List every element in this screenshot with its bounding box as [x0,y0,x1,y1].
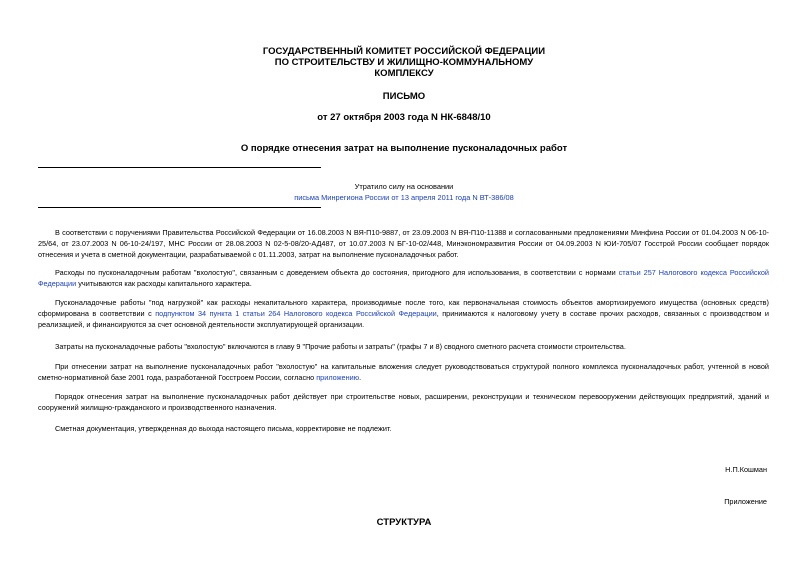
paragraph-7: Сметная документация, утвержденная до выхода настоящего письма, корректировке не подлежит. [55,424,392,433]
structure-heading: СТРУКТУРА [376,517,432,528]
document-date: от 27 октября 2003 года N НК-6848/10 [317,112,491,123]
status-note [180,181,628,203]
tax-code-article-257-link[interactable]: статьи 257 Налогового кодекса Российской Федерации [38,268,769,288]
paragraph-3 [38,297,769,330]
signature: Н.П.Кошман [725,465,767,474]
paragraph-1: В соответствии с поручениями Правительства Российской Федерации от 16.08.2003 N ВЯ-П10-9887, от 23.09.2003 N ВЯ-П10-11388 и согласованными предложениями Минфина России от 01.04.2003 N 06-10-25/64, от 23.07.2003 N 06-10-24/197, МНС России от 28.08.2003 N 02-5-08/20-АД487, от 10.07.2003 N БГ-10-02/448, Минэкономразвития России от 04.09.2003 N ЮИ-705/07 Госстрой России сообщает порядок отнесения и учета в сметной документации, разрабатываемой с 01.11.2003, затрат на выполнение пусконаладочных работ. [38,228,769,259]
tax-code-article-264-link[interactable]: подпунктом 34 пункта 1 статьи 264 Налогового кодекса Российской Федерации [155,309,437,318]
org-line-3: КОМПЛЕКСУ [374,68,434,79]
appendix-label: Приложение [724,497,767,506]
paragraph-3-text-b: , принимаются к налоговому учету в составе прочих расходов, связанных с производством и реализацией, и финансируются за счет основной деятельности эксплуатирующей организации. [38,309,769,329]
issuing-organization [180,46,628,79]
status-note-text: Утратило силу на основании [354,182,454,191]
top-divider [38,167,321,168]
document-subject: О порядке отнесения затрат на выполнение пусконаладочных работ [240,143,568,154]
org-line-1: ГОСУДАРСТВЕННЫЙ КОМИТЕТ РОССИЙСКОЙ ФЕДЕРАЦИИ [262,46,546,57]
paragraph-5 [38,361,769,383]
paragraph-2-text-a: Расходы по пусконаладочным работам "вхолостую", связанным с доведением объекта до состояния, пригодного для использования, в соответствии с нормами [55,268,619,277]
bottom-divider [38,207,321,208]
paragraph-5-text-b: . [359,373,362,382]
paragraph-5-text-a: При отнесении затрат на выполнение пусконаладочных работ "вхолостую" на капитальные вложения следует руководствоваться структурой полного комплекса пусконаладочных работ, учтенной в новой сметно-нормативной базе 2001 года, разработанной Госстроем России, согласно [38,362,769,382]
status-note-link[interactable]: письма Минрегиона России от 13 апреля 2011 года N ВТ-386/08 [294,193,514,202]
appendix-link[interactable]: приложению [316,373,360,382]
document-type: ПИСЬМО [382,91,426,102]
org-line-2: ПО СТРОИТЕЛЬСТВУ И ЖИЛИЩНО-КОММУНАЛЬНОМУ [274,57,534,68]
paragraph-6: Порядок отнесения затрат на выполнение пусконаладочных работ действует при строительстве новых, расширении, реконструкции и техническом перевооружении действующих предприятий, зданий и сооружений жилищно-гражданского и производственного назначения. [38,392,769,412]
paragraph-2 [38,267,769,289]
paragraph-3-text-a: Пусконаладочные работы "под нагрузкой" как расходы некапитального характера, производимые после того, как первоначальная стоимость объектов амортизируемого имущества (основных средств) сформирована в соответствии с [38,298,769,318]
paragraph-2-text-b: учитываются как расходы капитального характера. [76,279,252,288]
paragraph-4: Затраты на пусконаладочные работы "вхолостую" включаются в главу 9 "Прочие работы и затраты" (графы 7 и 8) сводного сметного расчета стоимости строительства. [55,342,626,351]
